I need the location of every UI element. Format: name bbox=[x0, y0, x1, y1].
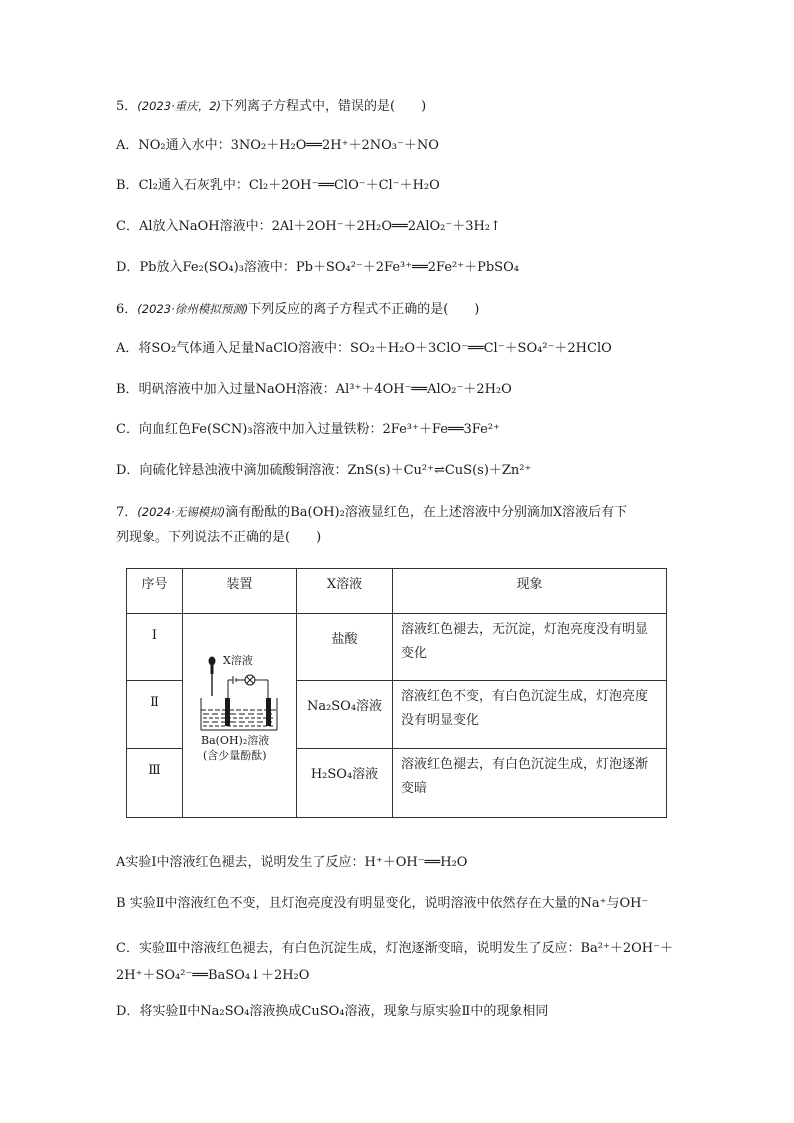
q6-option-c: C．向血红色Fe(SCN)₃溶液中加入过量铁粉：2Fe³⁺＋Fe══3Fe²⁺ bbox=[116, 422, 500, 437]
row-no: Ⅱ bbox=[127, 681, 183, 749]
q7-option-c: C．实验Ⅲ中溶液红色褪去，有白色沉淀生成，灯泡逐渐变暗，说明发生了反应：Ba²⁺＋2OH⁻＋2H⁺＋SO₄²⁻══BaSO₄↓＋2H₂O bbox=[116, 941, 673, 983]
table-row bbox=[127, 614, 667, 681]
experiment-table bbox=[126, 568, 667, 818]
q5-stem: 5．(2023·重庆，2)下列离子方程式中，错误的是( ) bbox=[116, 99, 427, 114]
row-x: H₂SO₄溶液 bbox=[297, 749, 393, 818]
row-no: Ⅲ bbox=[127, 749, 183, 818]
q7-option-d: D．将实验Ⅱ中Na₂SO₄溶液换成CuSO₄溶液，现象与原实验Ⅱ中的现象相同 bbox=[116, 1004, 549, 1019]
row-x: Na₂SO₄溶液 bbox=[297, 681, 393, 749]
q7-stem-line2: 列现象。下列说法不正确的是( ) bbox=[116, 530, 322, 545]
header-phenomenon: 现象 bbox=[393, 569, 667, 614]
dropper-icon bbox=[209, 657, 216, 697]
table-header-row bbox=[127, 569, 667, 614]
q5-option-a: A．NO₂通入水中：3NO₂＋H₂O══2H⁺＋2NO₃⁻＋NO bbox=[116, 138, 439, 153]
solution-note: (含少量酚酞) bbox=[203, 749, 267, 762]
beaker-icon bbox=[201, 698, 277, 730]
apparatus-cell bbox=[183, 614, 297, 818]
row-phenomenon: 溶液红色褪去，有白色沉淀生成，灯泡逐渐变暗 bbox=[393, 749, 667, 818]
q5-option-c: C．Al放入NaOH溶液中：2Al＋2OH⁻＋2H₂O══2AlO₂⁻＋3H₂↑ bbox=[116, 219, 501, 234]
electrode-left-icon bbox=[225, 698, 230, 726]
q5-option-b: B．Cl₂通入石灰乳中：Cl₂＋2OH⁻══ClO⁻＋Cl⁻＋H₂O bbox=[116, 178, 440, 193]
q7-option-b: B 实验Ⅱ中溶液红色不变，且灯泡亮度没有明显变化，说明溶液中依然存在大量的Na⁺与OH⁻ bbox=[116, 896, 649, 911]
header-x: X溶液 bbox=[297, 569, 393, 614]
row-phenomenon: 溶液红色褪去，无沉淀，灯泡亮度没有明显变化 bbox=[393, 614, 667, 681]
q5-option-d: D．Pb放入Fe₂(SO₄)₃溶液中：Pb＋SO₄²⁻＋2Fe³⁺══2Fe²⁺＋PbSO₄ bbox=[116, 260, 519, 275]
header-no: 序号 bbox=[127, 569, 183, 614]
header-apparatus: 装置 bbox=[183, 569, 297, 614]
q6-option-b: B．明矾溶液中加入过量NaOH溶液：Al³⁺＋4OH⁻══AlO₂⁻＋2H₂O bbox=[116, 382, 512, 397]
x-solution-label: X溶液 bbox=[223, 654, 253, 667]
row-phenomenon: 溶液红色不变，有白色沉淀生成，灯泡亮度没有明显变化 bbox=[393, 681, 667, 749]
row-x: 盐酸 bbox=[297, 614, 393, 681]
apparatus-diagram bbox=[183, 614, 295, 814]
q7-option-a: A实验Ⅰ中溶液红色褪去，说明发生了反应：H⁺＋OH⁻══H₂O bbox=[116, 855, 468, 870]
q6-stem: 6．(2023·徐州模拟预测)下列反应的离子方程式不正确的是( ) bbox=[116, 302, 480, 317]
circuit-icon bbox=[228, 675, 268, 700]
q6-option-a: A．将SO₂气体通入足量NaClO溶液中：SO₂＋H₂O＋3ClO⁻══Cl⁻＋SO₄²⁻＋2HClO bbox=[116, 341, 612, 356]
solution-label: Ba(OH)₂溶液 bbox=[201, 734, 270, 747]
row-no: Ⅰ bbox=[127, 614, 183, 681]
opt-text: NO₂通入水中：3NO₂＋H₂O══2H⁺＋2NO₃⁻＋NO bbox=[138, 138, 439, 153]
q7-stem: 7．(2024·无锡模拟)滴有酚酞的Ba(OH)₂溶液显红色，在上述溶液中分别滴加X溶液后有下 bbox=[116, 505, 628, 520]
electrode-right-icon bbox=[266, 698, 271, 726]
q6-option-d: D．向硫化锌悬浊液中滴加硫酸铜溶液：ZnS(s)＋Cu²⁺⇌CuS(s)＋Zn²⁺ bbox=[116, 463, 532, 478]
